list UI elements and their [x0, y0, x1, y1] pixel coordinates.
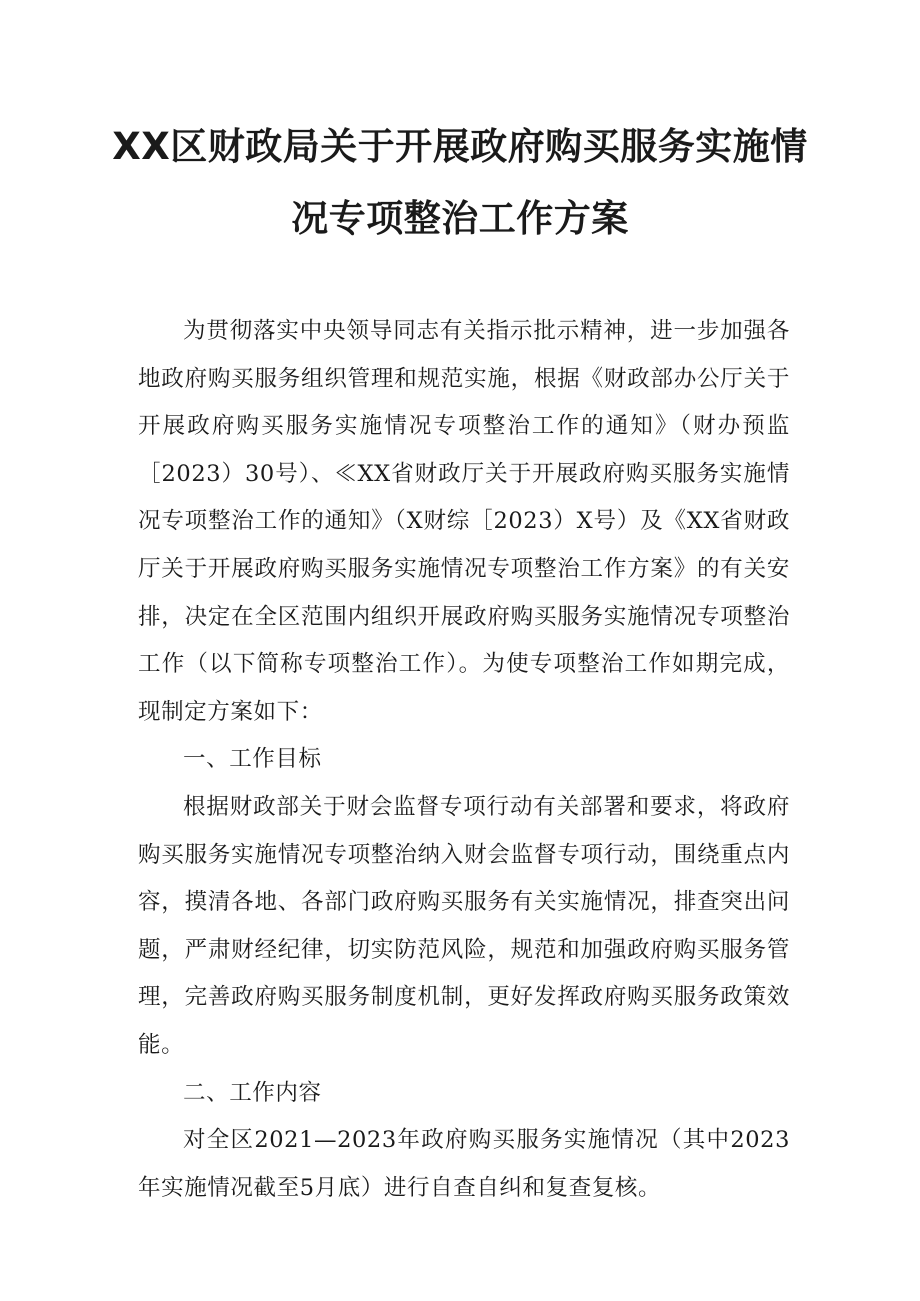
section-heading-work-goal: 一、工作目标: [183, 746, 322, 773]
section-heading-work-content: 二、工作内容: [183, 1079, 322, 1106]
paragraph-work-goal: 根据财政部关于财会监督专项行动有关部署和要求，将政府购买服务实施情况专项整治纳入财会监督专项行动，围绕重点内容，摸清各地、各部门政府购买服务有关实施情况，排查突出问题，严肃财经纪律，切实防范风险，规范和加强政府购买服务管理，完善政府购买服务制度机制，更好发挥政府购买服务政策效能。: [138, 793, 790, 1058]
paragraph-intro: 为贯彻落实中央领导同志有关指示批示精神，进一步加强各地政府购买服务组织管理和规范实施，根据《财政部办公厅关于开展政府购买服务实施情况专项整治工作的通知》（财办预监［2023）30号）、≪XX省财政厅关于开展政府购买服务实施情况专项整治工作的通知》（X财综［2023）X号）及《XX省财政厅关于开展政府购买服务实施情况专项整治工作方案》的有关安排，决定在全区范围内组织开展政府购买服务实施情况专项整治工作（以下简称专项整治工作）。为使专项整治工作如期完成，现制定方案如下：: [138, 318, 790, 725]
document-body: [138, 308, 790, 1212]
paragraph-work-content: 对全区2021—2023年政府购买服务实施情况（其中2023年实施情况截至5月底）进行自查自纠和复查复核。: [138, 1127, 790, 1201]
document-title-line-2: 况专项整治工作方案: [291, 197, 629, 240]
document-title-line-1: XX区财政局关于开展政府购买服务实施情: [112, 125, 808, 168]
